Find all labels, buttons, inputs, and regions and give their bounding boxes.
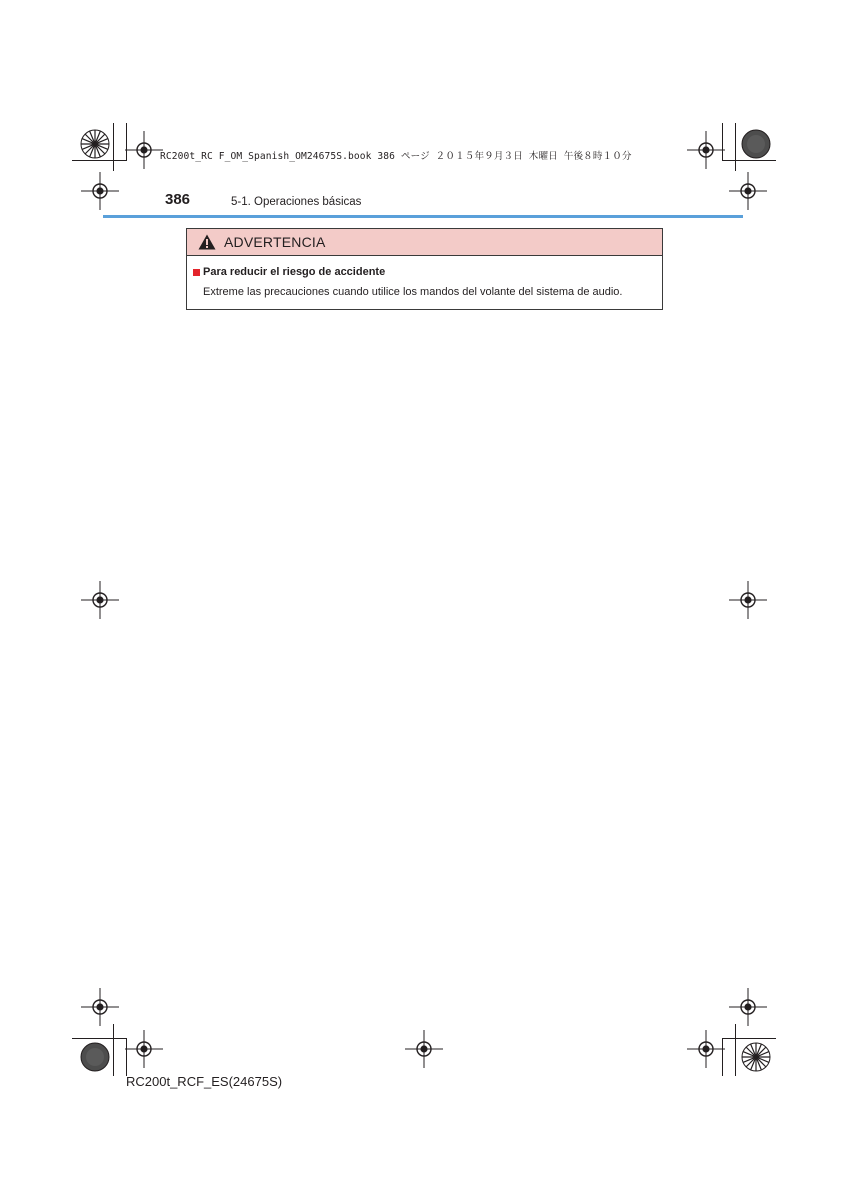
registration-mark bbox=[687, 1030, 725, 1068]
registration-mark bbox=[729, 988, 767, 1026]
warning-item-text: Extreme las precauciones cuando utilice los mandos del volante del sistema de audio. bbox=[203, 286, 623, 298]
rosette-mark-top-left bbox=[80, 129, 110, 159]
rosette-mark-bottom-left bbox=[80, 1042, 110, 1072]
rosette-mark-top-right bbox=[741, 129, 771, 159]
registration-mark bbox=[687, 131, 725, 169]
crop-line-bottom-left-h bbox=[72, 1038, 126, 1039]
footer-document-code: RC200t_RCF_ES(24675S) bbox=[126, 1074, 283, 1089]
rosette-mark-bottom-right bbox=[741, 1042, 771, 1072]
registration-mark bbox=[81, 172, 119, 210]
crop-line-top-left-v2 bbox=[113, 123, 114, 171]
crop-line-bottom-right-v2 bbox=[735, 1024, 736, 1076]
header-rule bbox=[103, 215, 743, 218]
section-title: 5-1. Operaciones básicas bbox=[231, 196, 362, 208]
registration-mark bbox=[729, 581, 767, 619]
crop-line-top-left-h bbox=[72, 160, 126, 161]
registration-mark bbox=[125, 131, 163, 169]
registration-mark bbox=[81, 581, 119, 619]
crop-line-top-right-h bbox=[722, 160, 776, 161]
warning-header bbox=[187, 229, 662, 256]
registration-mark bbox=[729, 172, 767, 210]
warning-triangle-icon bbox=[198, 234, 216, 250]
page-number: 386 bbox=[165, 191, 191, 208]
warning-box bbox=[186, 228, 663, 310]
registration-mark bbox=[125, 1030, 163, 1068]
warning-title: ADVERTENCIA bbox=[224, 234, 326, 250]
crop-line-bottom-left-v2 bbox=[113, 1024, 114, 1076]
registration-mark bbox=[405, 1030, 443, 1068]
warning-item-title: Para reducir el riesgo de accidente bbox=[203, 266, 386, 278]
bullet-square-icon bbox=[193, 269, 200, 276]
print-file-info: RC200t_RC F_OM_Spanish_OM24675S.book 386 ページ ２０１５年９月３日 木曜日 午後８時１０分 bbox=[160, 151, 632, 162]
registration-mark bbox=[81, 988, 119, 1026]
crop-line-bottom-right-h bbox=[722, 1038, 776, 1039]
crop-line-top-right-v2 bbox=[735, 123, 736, 171]
